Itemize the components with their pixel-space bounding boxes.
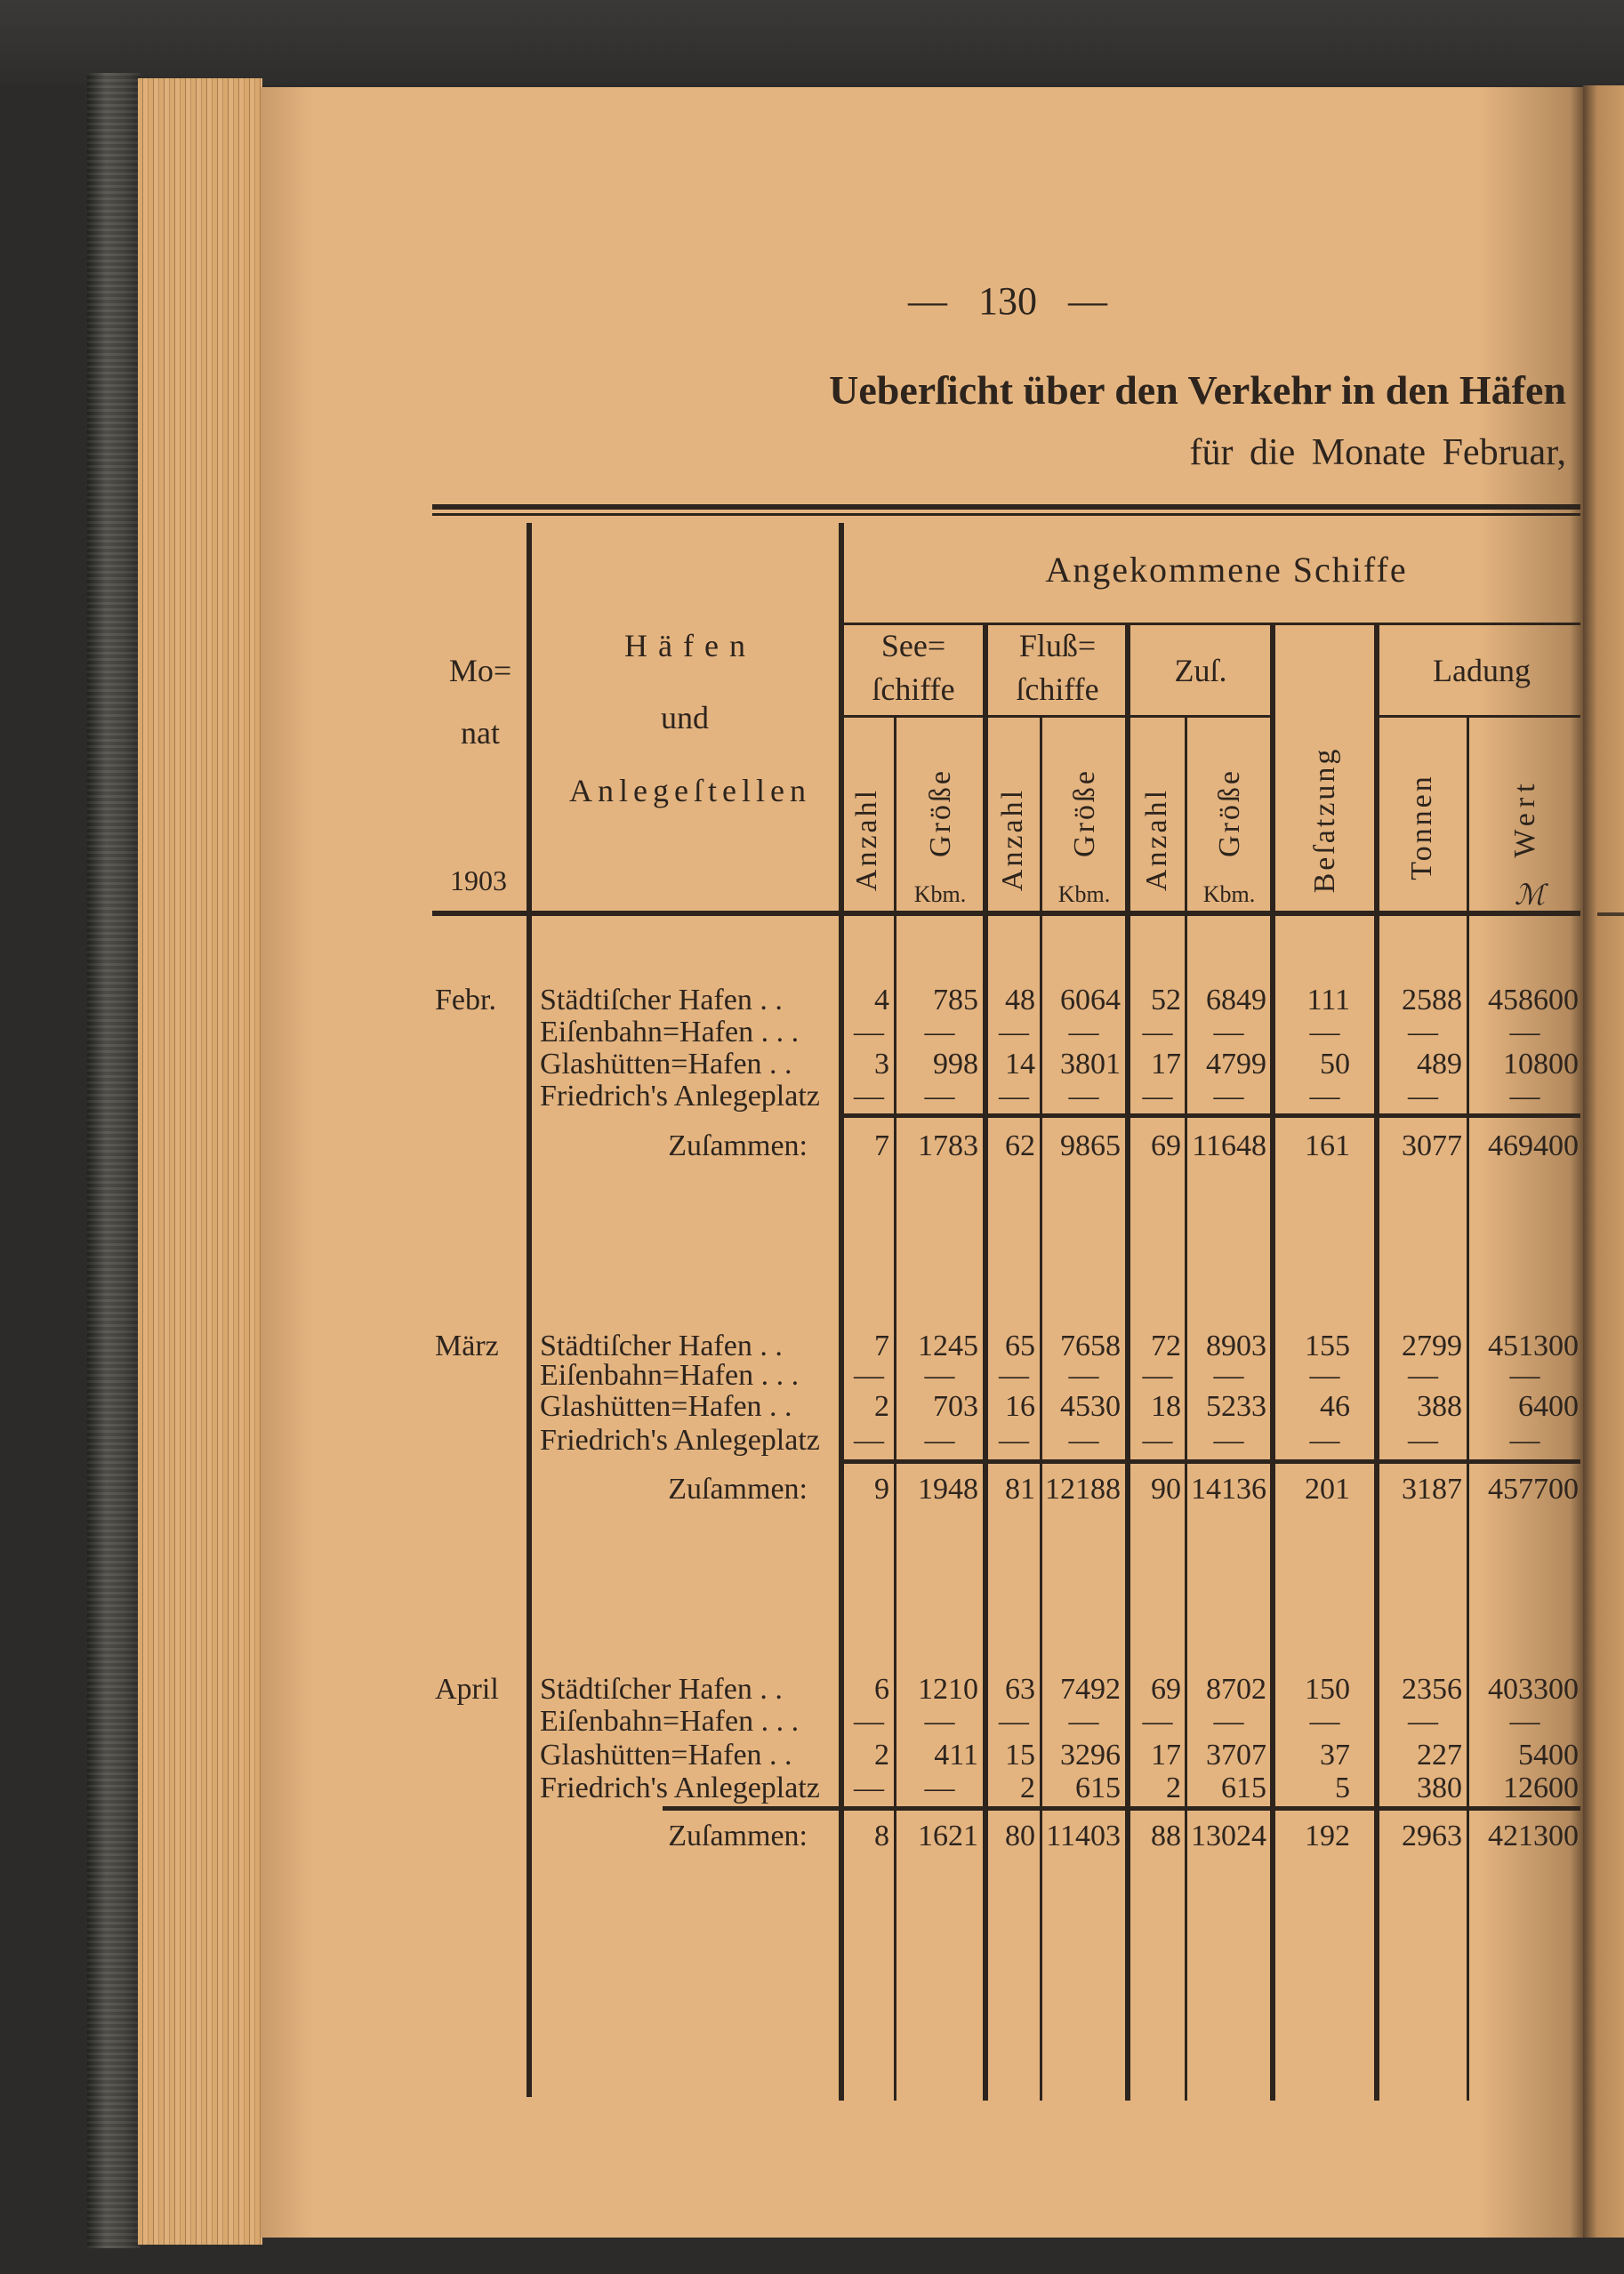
- port-name: Glashütten=Hafen . .: [540, 1739, 792, 1772]
- cell-river-size: —: [1068, 1016, 1099, 1049]
- cell-value: 12600: [1503, 1772, 1579, 1804]
- cell-sea-count: 2: [874, 1739, 889, 1772]
- mark-currency-icon: ℳ: [1514, 879, 1546, 911]
- cell-crew: 192: [1305, 1820, 1350, 1852]
- cell-value: —: [1509, 1424, 1540, 1457]
- cell-crew: 201: [1305, 1473, 1350, 1506]
- cell-river-count: 62: [1005, 1129, 1035, 1162]
- cell-sea-count: 7: [874, 1129, 889, 1162]
- table-row: [534, 984, 1580, 1016]
- port-name: Friedrich's Anlegeplatz: [540, 1080, 820, 1113]
- cell-sea-size: 411: [934, 1739, 978, 1772]
- cell-tonnage: 489: [1417, 1048, 1462, 1081]
- cell-crew: 161: [1305, 1129, 1350, 1162]
- cell-sea-size: 1210: [918, 1673, 978, 1706]
- cell-river-count: 2: [1020, 1772, 1035, 1804]
- port-name: Städtiſcher Hafen . .: [540, 1673, 783, 1706]
- cell-value: 458600: [1488, 984, 1579, 1016]
- cell-tonnage: 3077: [1402, 1129, 1462, 1162]
- rule-ladung-bottom: [1374, 715, 1580, 718]
- cell-value: 421300: [1488, 1820, 1579, 1852]
- cell-crew: 46: [1320, 1390, 1350, 1423]
- table-row: [534, 1772, 1580, 1804]
- total-row: [660, 1820, 1580, 1852]
- cell-crew: 150: [1305, 1673, 1350, 1706]
- cell-total-size: 615: [1221, 1772, 1266, 1804]
- rule-ports-column: [839, 523, 844, 2101]
- table-row: [534, 1081, 1580, 1113]
- cell-river-size: 6064: [1060, 984, 1121, 1016]
- cell-sea-count: —: [854, 1705, 884, 1738]
- cell-river-size: 11403: [1046, 1820, 1121, 1852]
- cell-total-size: 4799: [1206, 1048, 1266, 1081]
- page-number: — 130 —: [908, 279, 1107, 323]
- cell-tonnage: 2588: [1402, 984, 1462, 1016]
- cell-tonnage: —: [1408, 1705, 1438, 1738]
- port-name: Friedrich's Anlegeplatz: [540, 1424, 820, 1457]
- cell-sea-count: 3: [874, 1048, 889, 1081]
- cell-sea-size: —: [924, 1080, 955, 1113]
- cell-total-count: —: [1142, 1016, 1173, 1049]
- cell-value: 457700: [1488, 1473, 1579, 1506]
- port-name: Städtiſcher Hafen . .: [540, 984, 783, 1016]
- cell-total-count: 69: [1151, 1129, 1181, 1162]
- table-row: [534, 1016, 1580, 1049]
- cell-sea-size: 998: [933, 1048, 978, 1081]
- cell-sea-size: —: [924, 1772, 955, 1804]
- cell-crew: —: [1309, 1705, 1340, 1738]
- cell-river-count: 16: [1005, 1390, 1035, 1423]
- cell-tonnage: 2356: [1402, 1673, 1462, 1706]
- cell-value: —: [1509, 1080, 1540, 1113]
- sea-ships-header-line1: See=: [880, 628, 946, 663]
- cell-total-count: 72: [1151, 1330, 1181, 1362]
- cell-total-count: 18: [1151, 1390, 1181, 1423]
- river-size-header: Größe: [1068, 768, 1101, 857]
- cell-river-count: 63: [1005, 1673, 1035, 1706]
- cargo-header: Ladung: [1433, 653, 1531, 688]
- cell-value: —: [1509, 1705, 1540, 1738]
- ports-header-line1: Häfen: [624, 628, 756, 663]
- table-row: [534, 1740, 1580, 1772]
- cell-total-size: —: [1213, 1080, 1244, 1113]
- ports-header-line2: und: [661, 700, 709, 735]
- next-page-rule: [1597, 912, 1624, 916]
- cell-total-size: 5233: [1206, 1390, 1266, 1423]
- table-row: [534, 1391, 1580, 1423]
- book-spine: [87, 73, 141, 2248]
- cell-value: 403300: [1488, 1673, 1579, 1706]
- cell-river-count: 65: [1005, 1330, 1035, 1362]
- river-ships-header-line1: Fluß=: [1018, 628, 1097, 663]
- value-header: Wert: [1508, 778, 1541, 858]
- cell-river-count: —: [999, 1705, 1029, 1738]
- cell-river-count: 48: [1005, 984, 1035, 1016]
- sea-size-header: Größe: [924, 768, 957, 857]
- rule-arrived-bottom: [839, 623, 1580, 625]
- cell-crew: 111: [1306, 984, 1350, 1016]
- cell-river-size: 3296: [1060, 1739, 1121, 1772]
- cell-total-size: 8702: [1206, 1673, 1266, 1706]
- tonnage-header: Tonnen: [1405, 774, 1438, 880]
- year-label: 1903: [450, 864, 507, 896]
- total-rule-april: [663, 1806, 1580, 1811]
- total-label: Zuſammen:: [668, 1820, 808, 1852]
- cell-river-count: —: [999, 1016, 1029, 1049]
- cell-sea-size: —: [924, 1424, 955, 1457]
- cell-value: 6400: [1518, 1390, 1579, 1423]
- cell-tonnage: 2963: [1402, 1820, 1462, 1852]
- cell-sea-count: 9: [874, 1473, 889, 1506]
- cell-sea-size: —: [924, 1016, 955, 1049]
- cell-total-size: —: [1213, 1016, 1244, 1049]
- cell-sea-count: 7: [874, 1330, 889, 1362]
- cell-sea-count: 8: [874, 1820, 889, 1852]
- month-header-line1: Mo=: [448, 653, 512, 688]
- cell-total-size: —: [1213, 1705, 1244, 1738]
- river-size-unit: Kbm.: [1057, 881, 1111, 907]
- port-name: Friedrich's Anlegeplatz: [540, 1772, 820, 1804]
- river-count-header: Anzahl: [996, 787, 1029, 892]
- cell-river-size: 7492: [1060, 1673, 1121, 1706]
- cell-total-size: 6849: [1206, 984, 1266, 1016]
- cell-river-count: —: [999, 1424, 1029, 1457]
- header-bottom-rule: [432, 911, 1580, 916]
- month-label: Febr.: [435, 984, 496, 1016]
- table-row: [534, 1049, 1580, 1081]
- sea-ships-header-line2: ſchiffe: [872, 671, 955, 707]
- cell-river-size: —: [1068, 1705, 1099, 1738]
- cell-river-size: 7658: [1060, 1330, 1121, 1362]
- cell-crew: 37: [1320, 1739, 1350, 1772]
- cell-total-count: 52: [1151, 984, 1181, 1016]
- cell-crew: —: [1309, 1080, 1340, 1113]
- cell-tonnage: 2799: [1402, 1330, 1462, 1362]
- cell-tonnage: 227: [1417, 1739, 1462, 1772]
- cell-river-count: 14: [1005, 1048, 1035, 1081]
- cell-tonnage: —: [1408, 1424, 1438, 1457]
- cell-total-count: 2: [1166, 1772, 1181, 1804]
- cell-sea-count: —: [854, 1016, 884, 1049]
- port-name: Eiſenbahn=Hafen . . .: [540, 1705, 800, 1738]
- cell-value: 451300: [1488, 1330, 1579, 1362]
- month-header-line2: nat: [461, 715, 500, 751]
- page-title: Ueberſicht über den Verkehr in den Häfen: [829, 367, 1566, 413]
- total-size-unit: Kbm.: [1202, 881, 1256, 907]
- rule-month-column: [527, 523, 532, 2097]
- cell-tonnage: 388: [1417, 1390, 1462, 1423]
- total-row: [660, 1474, 1580, 1506]
- cell-crew: 5: [1335, 1772, 1350, 1804]
- cell-total-size: —: [1213, 1359, 1244, 1392]
- month-label: März: [435, 1330, 499, 1362]
- cell-river-count: —: [999, 1080, 1029, 1113]
- cell-river-size: —: [1068, 1080, 1099, 1113]
- cell-crew: 50: [1320, 1048, 1350, 1081]
- rule-groups-bottom: [839, 715, 1275, 718]
- cell-sea-size: 1245: [918, 1330, 978, 1362]
- next-page-edge: [1583, 85, 1624, 2238]
- cell-sea-count: —: [854, 1359, 884, 1392]
- table-row: [534, 1674, 1580, 1706]
- table-row: [534, 1425, 1580, 1457]
- cell-river-count: 81: [1005, 1473, 1035, 1506]
- cell-crew: —: [1309, 1359, 1340, 1392]
- cell-value: —: [1509, 1359, 1540, 1392]
- cell-value: 469400: [1488, 1129, 1579, 1162]
- cell-total-size: 3707: [1206, 1739, 1266, 1772]
- page-subtitle: für die Monate Februar,: [1189, 432, 1566, 473]
- total-label: Zuſammen:: [668, 1129, 808, 1162]
- ports-header-line3: Anlegeſtellen: [569, 773, 811, 808]
- cell-sea-count: 6: [874, 1673, 889, 1706]
- cell-crew: —: [1309, 1016, 1340, 1049]
- total-size-header: Größe: [1213, 768, 1246, 857]
- table-row: [534, 1706, 1580, 1738]
- cell-river-size: 3801: [1060, 1048, 1121, 1081]
- cell-sea-count: —: [854, 1080, 884, 1113]
- cell-river-count: 80: [1005, 1820, 1035, 1852]
- cell-total-count: —: [1142, 1424, 1173, 1457]
- total-group-header: Zuſ.: [1174, 653, 1227, 688]
- cell-total-size: 11648: [1192, 1129, 1266, 1162]
- cell-total-count: —: [1142, 1705, 1173, 1738]
- cell-sea-size: 1783: [918, 1129, 978, 1162]
- cell-tonnage: 380: [1417, 1772, 1462, 1804]
- arrived-ships-header: Angekommene Schiffe: [1045, 550, 1408, 590]
- cell-total-count: 88: [1151, 1820, 1181, 1852]
- cell-total-count: 69: [1151, 1673, 1181, 1706]
- port-name: Glashütten=Hafen . .: [540, 1048, 792, 1081]
- cell-sea-size: 1621: [918, 1820, 978, 1852]
- cell-sea-size: —: [924, 1359, 955, 1392]
- table-row: [534, 1360, 1580, 1392]
- sea-size-unit: Kbm.: [913, 881, 967, 907]
- cell-value: —: [1509, 1016, 1540, 1049]
- page-edges: [138, 78, 262, 2245]
- cell-total-count: —: [1142, 1359, 1173, 1392]
- port-name: Städtiſcher Hafen . .: [540, 1330, 783, 1362]
- cell-crew: —: [1309, 1424, 1340, 1457]
- cell-tonnage: —: [1408, 1080, 1438, 1113]
- cell-total-count: 17: [1151, 1048, 1181, 1081]
- cell-sea-size: 785: [933, 984, 978, 1016]
- river-ships-header-line2: ſchiffe: [1016, 671, 1099, 707]
- crew-header: Beſatzung: [1308, 746, 1341, 894]
- cell-sea-count: —: [854, 1772, 884, 1804]
- cell-value: 5400: [1518, 1739, 1579, 1772]
- cell-sea-size: 1948: [918, 1473, 978, 1506]
- port-name: Eiſenbahn=Hafen . . .: [540, 1016, 800, 1049]
- cell-total-count: 90: [1151, 1473, 1181, 1506]
- cell-sea-count: 4: [874, 984, 889, 1016]
- cell-total-count: 17: [1151, 1739, 1181, 1772]
- table-row: [534, 1330, 1580, 1362]
- cell-tonnage: 3187: [1402, 1473, 1462, 1506]
- cell-sea-count: 2: [874, 1390, 889, 1423]
- cell-tonnage: —: [1408, 1016, 1438, 1049]
- cell-total-count: —: [1142, 1080, 1173, 1113]
- cell-river-size: 12188: [1045, 1473, 1121, 1506]
- top-rule-thin: [432, 513, 1580, 516]
- total-label: Zuſammen:: [668, 1473, 808, 1506]
- cell-river-size: —: [1068, 1359, 1099, 1392]
- cell-total-size: 13024: [1191, 1820, 1266, 1852]
- cell-river-size: 9865: [1060, 1129, 1121, 1162]
- cell-total-size: —: [1213, 1424, 1244, 1457]
- cell-crew: 155: [1305, 1330, 1350, 1362]
- top-rule-thick: [432, 504, 1580, 510]
- cell-river-size: 4530: [1060, 1390, 1121, 1423]
- cell-river-count: 15: [1005, 1739, 1035, 1772]
- sea-count-header: Anzahl: [850, 787, 883, 892]
- cell-sea-size: 703: [933, 1390, 978, 1423]
- cell-river-size: 615: [1075, 1772, 1121, 1804]
- cell-sea-count: —: [854, 1424, 884, 1457]
- cell-river-count: —: [999, 1359, 1029, 1392]
- cell-sea-size: —: [924, 1705, 955, 1738]
- cell-value: 10800: [1503, 1048, 1579, 1081]
- month-label: April: [435, 1673, 499, 1706]
- cell-total-size: 14136: [1191, 1473, 1266, 1506]
- port-name: Glashütten=Hafen . .: [540, 1390, 792, 1423]
- port-name: Eiſenbahn=Hafen . . .: [540, 1359, 800, 1392]
- cell-total-size: 8903: [1206, 1330, 1266, 1362]
- cell-tonnage: —: [1408, 1359, 1438, 1392]
- cell-river-size: —: [1068, 1424, 1099, 1457]
- total-row: [660, 1130, 1580, 1162]
- desk-background: [0, 0, 1624, 84]
- total-count-header: Anzahl: [1140, 787, 1173, 892]
